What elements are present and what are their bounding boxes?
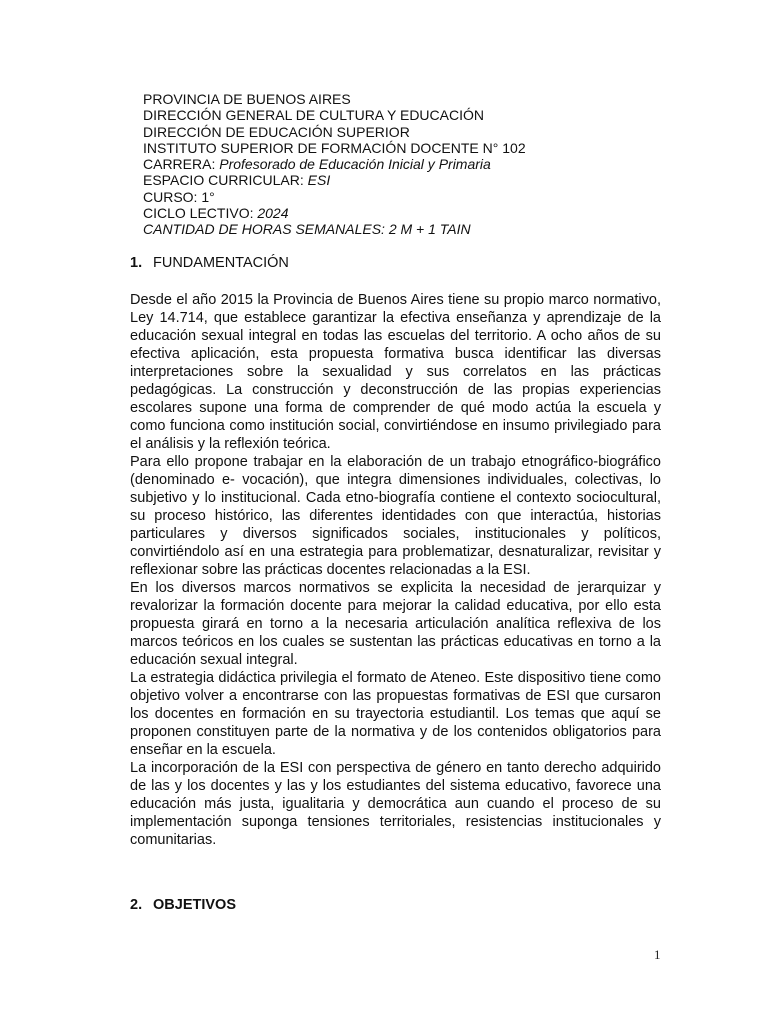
carrera-label: CARRERA: <box>143 156 220 173</box>
header-direction-superior: DIRECCIÓN DE EDUCACIÓN SUPERIOR <box>143 123 410 140</box>
section-heading: OBJETIVOS <box>153 897 236 913</box>
ciclo-label: CICLO LECTIVO: <box>143 205 258 222</box>
header-institute: INSTITUTO SUPERIOR DE FORMACIÓN DOCENTE N° 102 <box>143 139 526 156</box>
section-number: 1. <box>130 255 143 271</box>
paragraph: En los diversos marcos normativos se explicita la necesidad de jerarquizar y revalorizar la formación docente para mejorar la calidad educativa, por ello esta propuesta girará en torno a la necesaria articulación analítica reflexiva de los marcos teóricos en los cuales se sustentan las prácticas educativas en torno a la educación sexual integral. <box>130 580 661 668</box>
header-curso: CURSO: 1° <box>143 188 215 205</box>
header-carrera <box>143 156 526 172</box>
fundamentacion-body <box>130 291 661 849</box>
page-number: 1 <box>654 947 661 962</box>
carrera-value: Profesorado de Educación Inicial y Primaria <box>219 156 491 173</box>
header-direction-general: DIRECCIÓN GENERAL DE CULTURA Y EDUCACIÓN <box>143 107 484 124</box>
espacio-label: ESPACIO CURRICULAR: <box>143 172 308 189</box>
document-header <box>143 91 526 238</box>
section-title-objetivos <box>130 897 236 913</box>
header-horas: CANTIDAD DE HORAS SEMANALES: 2 M + 1 TAIN <box>143 221 471 238</box>
paragraph: Para ello propone trabajar en la elaboración de un trabajo etnográfico-biográfico (denominado e- vocación), que integra dimensiones individuales, colectivas, lo subjetivo y lo institucional. Cada etno-biografía contiene el contexto sociocultural, su proceso histórico, las diferentes identidades con que interactúa, historias particulares y diversos significados sociales, institucionales y políticos, convirtiéndolo así en una estrategia para problematizar, desnaturalizar, revisitar y reflexionar sobre las prácticas docentes relacionadas a la ESI. <box>130 454 661 578</box>
section-title-fundamentacion <box>130 255 289 271</box>
header-ciclo <box>143 205 526 221</box>
header-province: PROVINCIA DE BUENOS AIRES <box>143 91 351 107</box>
section-heading: FUNDAMENTACIÓN <box>153 255 289 271</box>
paragraph: La estrategia didáctica privilegia el formato de Ateneo. Este dispositivo tiene como objetivo volver a encontrarse con las propuestas formativas de ESI que cursaron los docentes en formación en su trayectoria estudiantil. Los temas que aquí se proponen constituyen parte de la normativa y de los contenidos obligatorios para enseñar en la escuela. <box>130 670 661 758</box>
header-espacio <box>143 172 526 188</box>
paragraph: Desde el año 2015 la Provincia de Buenos Aires tiene su propio marco normativo, Ley 14.714, que establece garantizar la efectiva enseñanza y aprendizaje de la educación sexual integral en todas las escuelas del territorio. A ocho años de su efectiva aplicación, esta propuesta formativa busca identificar las diversas interpretaciones sobre la sexualidad y sus correlatos en las prácticas pedagógicas. La construcción y deconstrucción de las propias experiencias escolares supone una forma de comprender de qué modo actúa la escuela y como funciona como institución social, convirtiéndose en insumo privilegiado para el análisis y la reflexión teórica. <box>130 292 661 452</box>
espacio-value: ESI <box>307 172 331 189</box>
ciclo-value: 2024 <box>257 205 289 222</box>
paragraph: La incorporación de la ESI con perspectiva de género en tanto derecho adquirido de las y los docentes y las y los estudiantes del sistema educativo, favorece una educación más justa, igualitaria y democrática aun cuando el proceso de su implementación suponga tensiones territoriales, resistencias institucionales y comunitarias. <box>130 760 661 848</box>
section-number: 2. <box>130 897 143 913</box>
